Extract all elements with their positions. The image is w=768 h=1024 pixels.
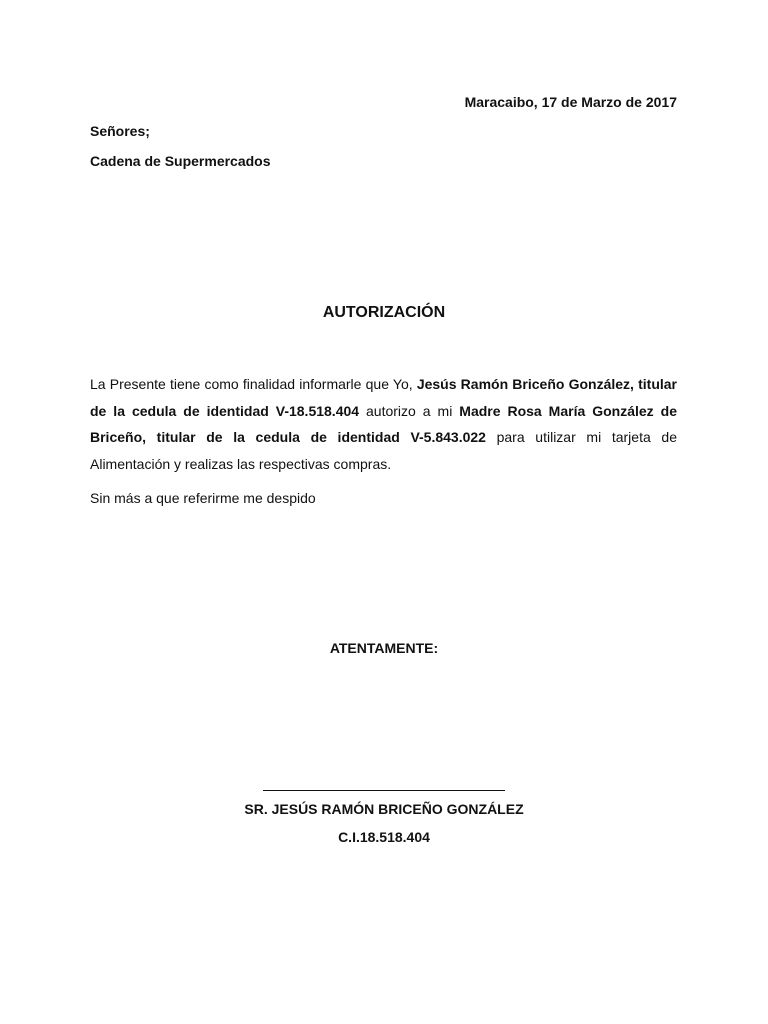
body-middle: autorizo a mi (359, 402, 460, 419)
sign-off: ATENTAMENTE: (329, 640, 439, 656)
body-end: para utilizar mi tarjeta de Alimentación y realizas las respectivas compras. (90, 429, 677, 472)
signature-line (263, 790, 505, 791)
signer-id: C.I.18.518.404 (338, 829, 430, 845)
body-intro: La Presente tiene como finalidad informarle que Yo, (90, 376, 417, 392)
signer-name: SR. JESÚS RAMÓN BRICEÑO GONZÁLEZ (244, 801, 524, 817)
letter-date: Maracaibo, 17 de Marzo de 2017 (464, 94, 677, 110)
authorizer-name: Jesús Ramón Briceño González, titular de la cedula de identidad V-18.518.404 (90, 376, 678, 419)
body-paragraph (90, 371, 677, 477)
closing-line: Sin más a que referirme me despido (90, 490, 316, 506)
recipient-name: Cadena de Supermercados (90, 153, 271, 169)
letter-title: AUTORIZACIÓN (322, 304, 446, 321)
salutation: Señores; (90, 123, 150, 139)
authorized-name: Madre Rosa María González de Briceño, titular de la cedula de identidad V-5.843.022 (90, 402, 677, 445)
